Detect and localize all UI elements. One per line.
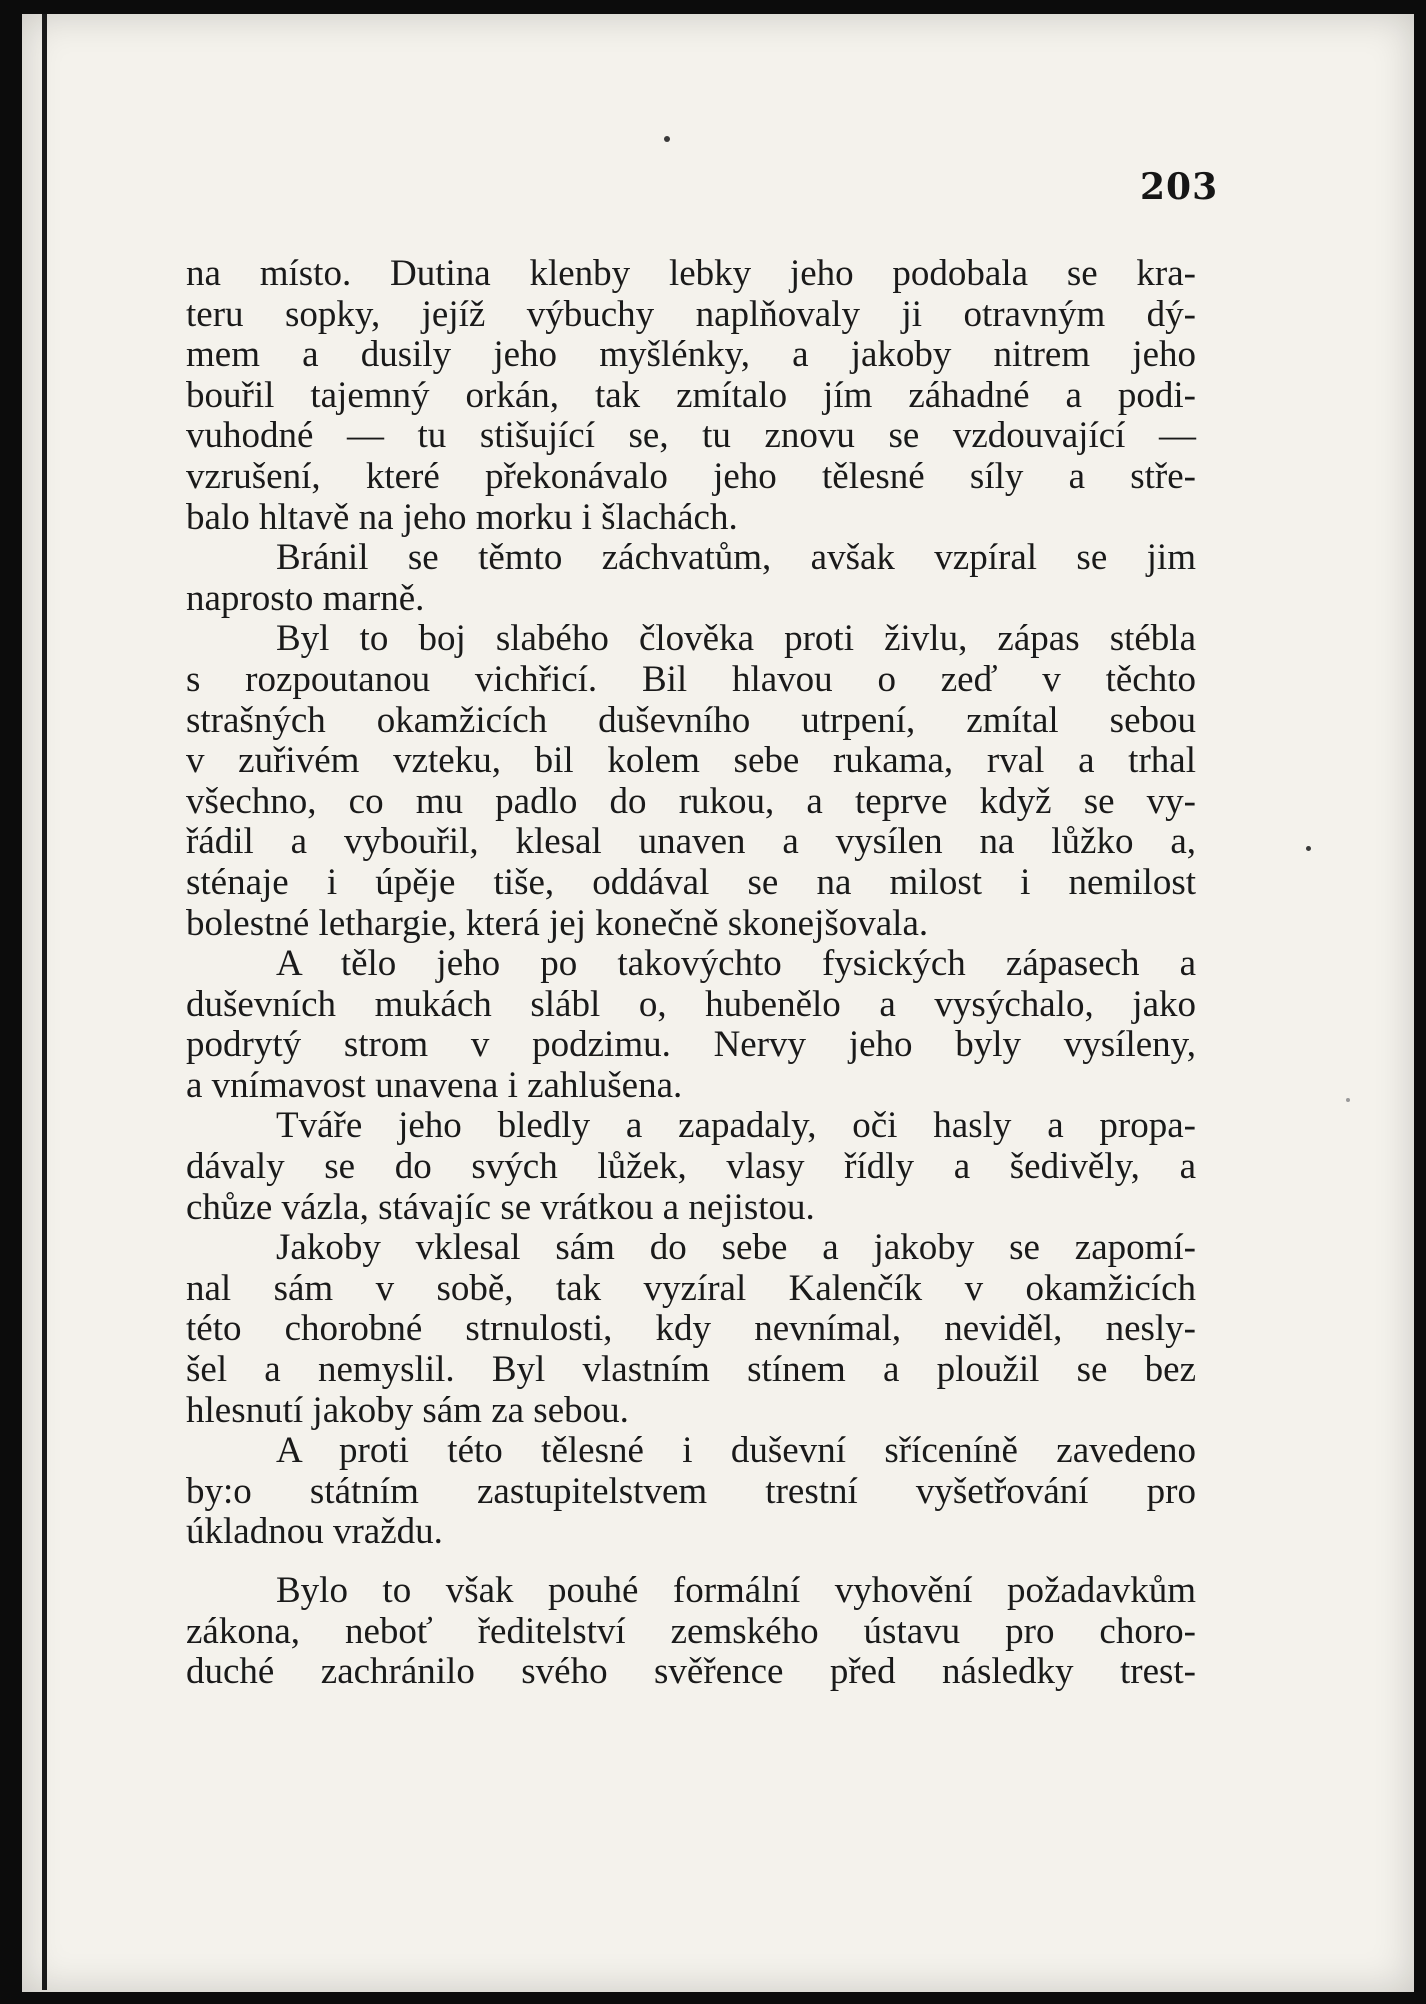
text-line: hlesnutí jakoby sám za sebou. (186, 1389, 629, 1431)
dust-speck (1306, 846, 1311, 851)
page-number: 203 (1140, 166, 1219, 208)
text-line: balo hltavě na jeho morku i šlachách. (186, 496, 738, 538)
text-line: této chorobné strnulosti, kdy nevnímal, neviděl, nesly- (186, 1308, 1196, 1350)
text-line: duševních mukách slábl o, hubenělo a vysýchalo, jako (186, 983, 1196, 1025)
text-line: by:o státním zastupitelstvem trestní vyšetřování pro (186, 1470, 1196, 1512)
text-line: A tělo jeho po takovýchto fysických zápasech a (276, 943, 1196, 985)
text-line: bouřil tajemný orkán, tak zmítalo jím záhadné a podi- (186, 374, 1196, 416)
dust-speck (664, 136, 670, 142)
text-line: a vnímavost unavena i zahlušena. (186, 1064, 683, 1106)
text-line: teru sopky, jejíž výbuchy naplňovaly ji otravným dý- (186, 293, 1196, 335)
text-line: řádil a vybouřil, klesal unaven a vysílen na lůžko a, (186, 821, 1196, 863)
text-line: chůze vázla, stávajíc se vrátkou a nejistou. (186, 1186, 815, 1228)
text-line: Tváře jeho bledly a zapadaly, oči hasly a propa- (276, 1105, 1196, 1147)
text-line: Bránil se těmto záchvatům, avšak vzpíral se jim (276, 537, 1196, 579)
text-line: naprosto marně. (186, 577, 425, 619)
text-line: na místo. Dutina klenby lebky jeho podobala se kra- (186, 253, 1196, 294)
text-line: duché zachránilo svého svěřence před následky trest- (186, 1651, 1196, 1693)
text-line: podrytý strom v podzimu. Nervy jeho byly vysíleny, (186, 1024, 1196, 1066)
text-line: zákona, neboť ředitelství zemského ústavu pro choro- (186, 1610, 1196, 1652)
text-line: nal sám v sobě, tak vyzíral Kalenčík v okamžicích (186, 1267, 1196, 1309)
text-line: Byl to boj slabého člověka proti živlu, zápas stébla (276, 618, 1196, 660)
text-line: v zuřivém vzteku, bil kolem sebe rukama, rval a trhal (186, 740, 1196, 782)
text-line: bolestné lethargie, která jej konečně skonejšovala. (186, 902, 929, 944)
text-line: mem a dusily jeho myšlénky, a jakoby nitrem jeho (186, 334, 1196, 376)
text-line: dávaly se do svých lůžek, vlasy řídly a šedivěly, a (186, 1146, 1196, 1188)
text-line: sténaje i úpěje tiše, oddával se na milost i nemilost (186, 861, 1196, 903)
text-line: s rozpoutanou vichřicí. Bil hlavou o zeď v těchto (186, 658, 1196, 700)
text-line: šel a nemyslil. Byl vlastním stínem a ploužil se bez (186, 1349, 1196, 1391)
dust-speck (1346, 1098, 1350, 1102)
text-line: A proti této tělesné i duševní sříceníně zavedeno (276, 1430, 1196, 1472)
binding-edge-divider (42, 14, 47, 1990)
text-line: všechno, co mu padlo do rukou, a teprve když se vy- (186, 780, 1196, 822)
text-line: vzrušení, které překonávalo jeho tělesné síly a stře- (186, 455, 1196, 497)
text-line: úkladnou vraždu. (186, 1511, 443, 1553)
text-line: Bylo to však pouhé formální vyhovění požadavkům (276, 1570, 1196, 1611)
text-line: Jakoby vklesal sám do sebe a jakoby se zapomí- (276, 1227, 1196, 1269)
text-line: vuhodné — tu stišující se, tu znovu se vzdouvající — (186, 415, 1196, 457)
text-line: strašných okamžicích duševního utrpení, zmítal sebou (186, 699, 1196, 741)
body-text (186, 254, 1196, 1693)
